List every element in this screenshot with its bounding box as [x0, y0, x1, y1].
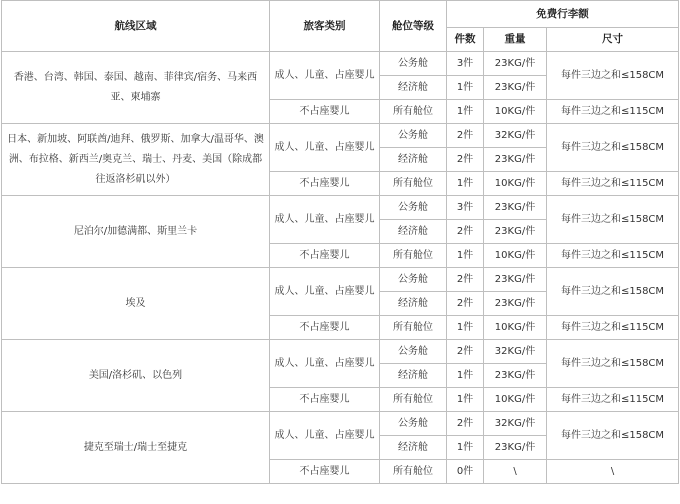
cabin-cell: 公务舱: [380, 196, 447, 220]
cabin-cell: 所有舱位: [380, 244, 447, 268]
infant-passenger-cell: 不占座婴儿: [270, 316, 380, 340]
route-group: [2, 268, 679, 340]
pieces-cell: 2件: [447, 148, 484, 172]
adult-passenger-cell: 成人、儿童、占座婴儿: [270, 340, 380, 388]
cabin-cell: 经济舱: [380, 292, 447, 316]
cabin-cell: 经济舱: [380, 220, 447, 244]
cabin-cell: 所有舱位: [380, 388, 447, 412]
cabin-cell: 经济舱: [380, 148, 447, 172]
cabin-cell: 经济舱: [380, 76, 447, 100]
infant-passenger-cell: 不占座婴儿: [270, 244, 380, 268]
pieces-cell: 3件: [447, 196, 484, 220]
region-cell: 埃及: [2, 268, 270, 340]
adult-passenger-cell: 成人、儿童、占座婴儿: [270, 196, 380, 244]
weight-cell: 23KG/件: [484, 52, 547, 76]
adult-passenger-cell: 成人、儿童、占座婴儿: [270, 52, 380, 100]
size-cell: 每件三边之和≤115CM: [547, 172, 679, 196]
route-group: [2, 52, 679, 124]
pieces-cell: 1件: [447, 100, 484, 124]
header-cabin-class: 舱位等级: [380, 1, 447, 52]
weight-cell: 23KG/件: [484, 292, 547, 316]
pieces-cell: 2件: [447, 124, 484, 148]
route-group: [2, 412, 679, 484]
pieces-cell: 2件: [447, 220, 484, 244]
cabin-cell: 公务舱: [380, 124, 447, 148]
size-cell: 每件三边之和≤158CM: [547, 124, 679, 172]
pieces-cell: 2件: [447, 412, 484, 436]
weight-cell: 10KG/件: [484, 100, 547, 124]
region-cell: 美国/洛杉矶、以色列: [2, 340, 270, 412]
weight-cell: 10KG/件: [484, 244, 547, 268]
pieces-cell: 1件: [447, 172, 484, 196]
weight-cell: 23KG/件: [484, 268, 547, 292]
header-pieces: 件数: [447, 28, 484, 52]
pieces-cell: 1件: [447, 364, 484, 388]
cabin-cell: 所有舱位: [380, 316, 447, 340]
region-cell: 日本、新加坡、阿联酋/迪拜、俄罗斯、加拿大/温哥华、澳洲、布拉格、新西兰/奥克兰、瑞士、丹麦、美国（除成都往返洛杉矶以外）: [2, 124, 270, 196]
size-cell: 每件三边之和≤115CM: [547, 388, 679, 412]
adult-passenger-cell: 成人、儿童、占座婴儿: [270, 412, 380, 460]
cabin-cell: 公务舱: [380, 52, 447, 76]
infant-passenger-cell: 不占座婴儿: [270, 100, 380, 124]
weight-cell: 32KG/件: [484, 340, 547, 364]
cabin-cell: 所有舱位: [380, 100, 447, 124]
cabin-cell: 所有舱位: [380, 460, 447, 484]
pieces-cell: 0件: [447, 460, 484, 484]
size-cell: 每件三边之和≤115CM: [547, 316, 679, 340]
region-cell: 尼泊尔/加德满都、斯里兰卡: [2, 196, 270, 268]
pieces-cell: 1件: [447, 316, 484, 340]
weight-cell: 23KG/件: [484, 196, 547, 220]
pieces-cell: 2件: [447, 292, 484, 316]
infant-passenger-cell: 不占座婴儿: [270, 172, 380, 196]
size-cell: 每件三边之和≤115CM: [547, 244, 679, 268]
weight-cell: 23KG/件: [484, 76, 547, 100]
weight-cell: 23KG/件: [484, 436, 547, 460]
size-cell: \: [547, 460, 679, 484]
cabin-cell: 公务舱: [380, 412, 447, 436]
region-cell: 捷克至瑞士/瑞士至捷克: [2, 412, 270, 484]
cabin-cell: 公务舱: [380, 268, 447, 292]
weight-cell: 23KG/件: [484, 220, 547, 244]
header-passenger-type: 旅客类别: [270, 1, 380, 52]
size-cell: 每件三边之和≤158CM: [547, 412, 679, 460]
region-cell: 香港、台湾、韩国、泰国、越南、菲律宾/宿务、马来西亚、柬埔寨: [2, 52, 270, 124]
adult-passenger-cell: 成人、儿童、占座婴儿: [270, 268, 380, 316]
size-cell: 每件三边之和≤158CM: [547, 196, 679, 244]
size-cell: 每件三边之和≤158CM: [547, 268, 679, 316]
pieces-cell: 3件: [447, 52, 484, 76]
pieces-cell: 1件: [447, 388, 484, 412]
weight-cell: 10KG/件: [484, 172, 547, 196]
header-size: 尺寸: [547, 28, 679, 52]
cabin-cell: 经济舱: [380, 436, 447, 460]
weight-cell: \: [484, 460, 547, 484]
size-cell: 每件三边之和≤158CM: [547, 340, 679, 388]
header-region: 航线区域: [2, 1, 270, 52]
weight-cell: 32KG/件: [484, 124, 547, 148]
route-group: [2, 124, 679, 196]
adult-passenger-cell: 成人、儿童、占座婴儿: [270, 124, 380, 172]
pieces-cell: 2件: [447, 268, 484, 292]
baggage-allowance-table: [1, 0, 679, 484]
infant-passenger-cell: 不占座婴儿: [270, 460, 380, 484]
route-group: [2, 340, 679, 412]
cabin-cell: 所有舱位: [380, 172, 447, 196]
pieces-cell: 1件: [447, 244, 484, 268]
cabin-cell: 经济舱: [380, 364, 447, 388]
route-group: [2, 196, 679, 268]
weight-cell: 23KG/件: [484, 364, 547, 388]
size-cell: 每件三边之和≤115CM: [547, 100, 679, 124]
cabin-cell: 公务舱: [380, 340, 447, 364]
pieces-cell: 2件: [447, 340, 484, 364]
weight-cell: 23KG/件: [484, 148, 547, 172]
pieces-cell: 1件: [447, 76, 484, 100]
header-free-allowance: 免费行李额: [447, 1, 679, 28]
weight-cell: 32KG/件: [484, 412, 547, 436]
size-cell: 每件三边之和≤158CM: [547, 52, 679, 100]
header-weight: 重量: [484, 28, 547, 52]
infant-passenger-cell: 不占座婴儿: [270, 388, 380, 412]
pieces-cell: 1件: [447, 436, 484, 460]
weight-cell: 10KG/件: [484, 316, 547, 340]
weight-cell: 10KG/件: [484, 388, 547, 412]
